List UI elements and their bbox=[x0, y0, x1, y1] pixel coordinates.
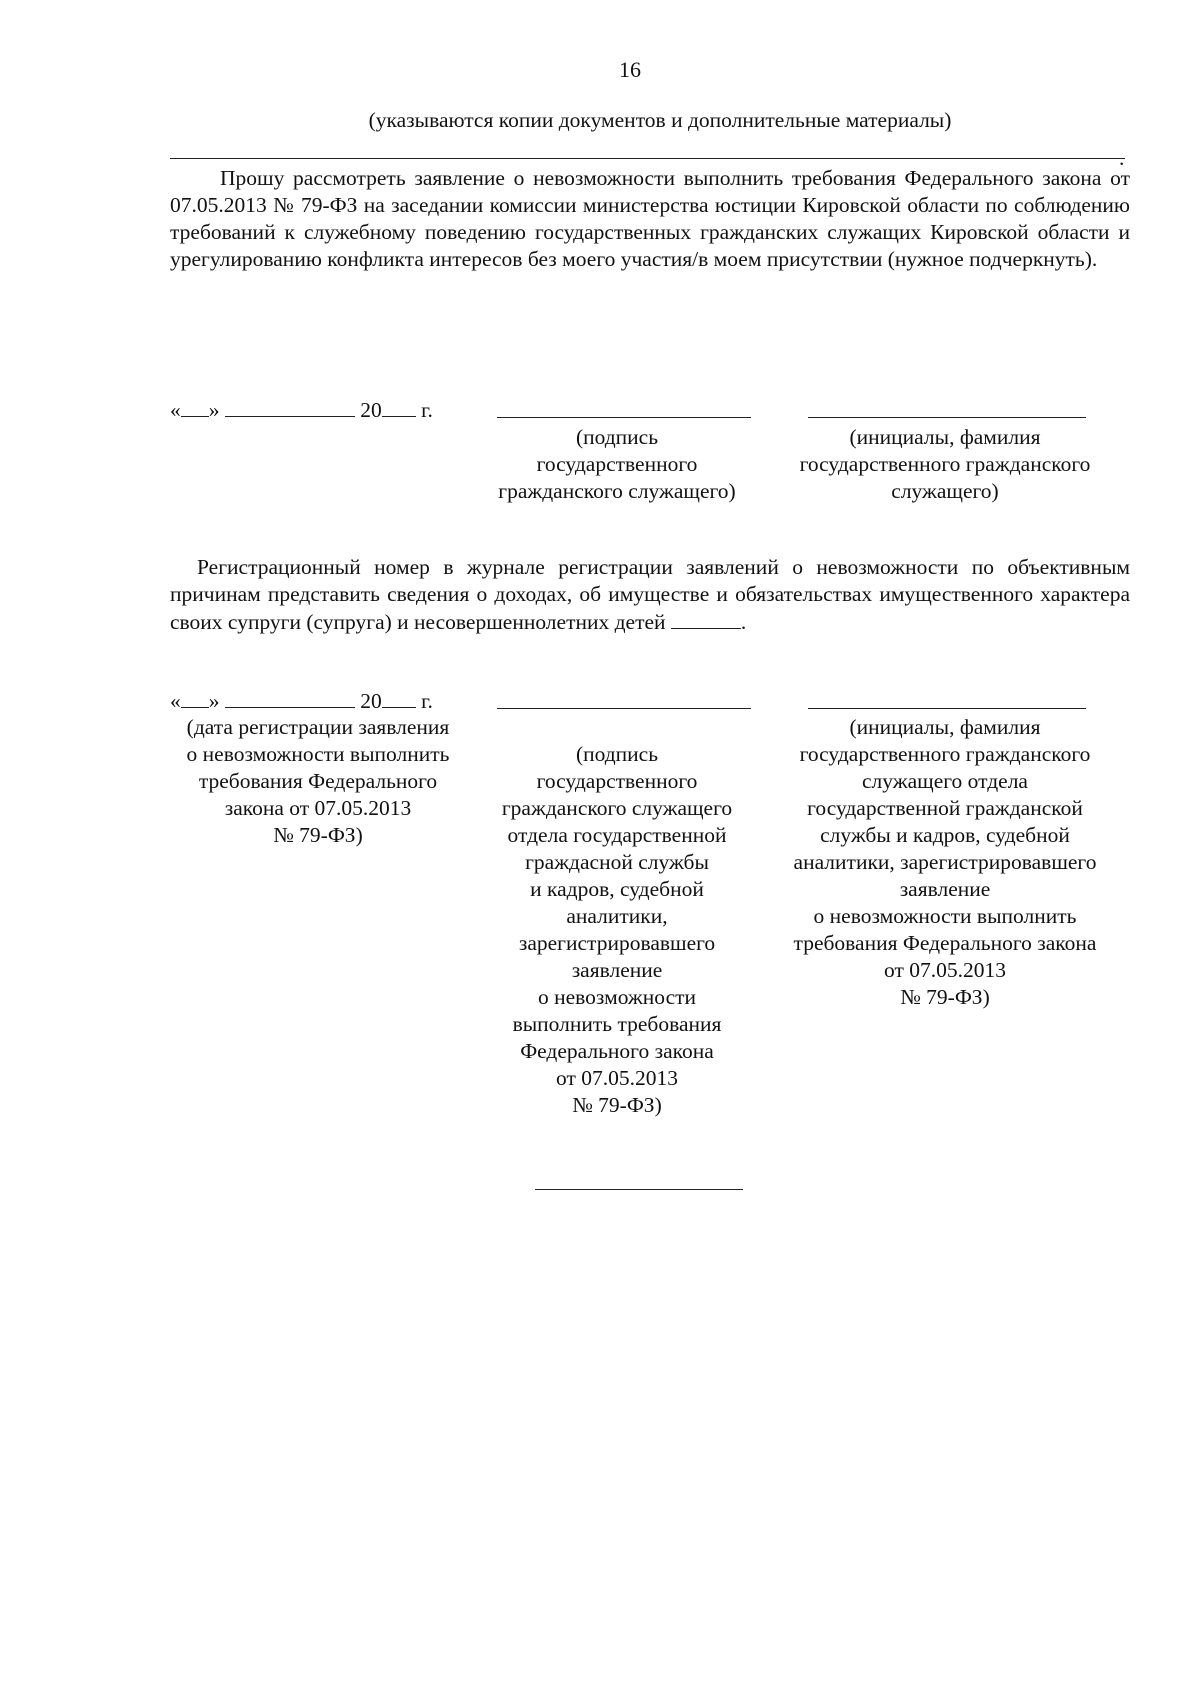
date-row-1 bbox=[170, 396, 433, 424]
name-caption-1: (инициалы, фамилия государственного гражданского служащего) bbox=[799, 425, 1091, 503]
day-blank bbox=[181, 687, 209, 708]
registration-date-caption: (дата регистрации заявления о невозможности выполнить требования Федерального закона от 07.05.2013 № 79-ФЗ) bbox=[186, 715, 450, 847]
date-row-2 bbox=[170, 687, 433, 715]
year-suffix: г. bbox=[421, 689, 433, 713]
name-line-1 bbox=[808, 417, 1086, 418]
year-blank bbox=[382, 687, 416, 708]
month-blank bbox=[225, 396, 355, 417]
year-prefix: 20 bbox=[360, 689, 382, 713]
attachments-blank-period: . bbox=[1119, 146, 1125, 170]
date-close-quote: » bbox=[208, 689, 220, 713]
day-blank bbox=[181, 396, 209, 417]
month-blank bbox=[225, 687, 355, 708]
request-paragraph bbox=[170, 165, 1130, 273]
year-suffix: г. bbox=[421, 398, 433, 422]
request-text: Прошу рассмотреть заявление о невозможности выполнить требования Федерального закона от 07.05.2013 № 79-ФЗ на заседании комиссии министерства юстиции Кировской области по соблюдению требований к служебному поведению государственных гражданских служащих Кировской области и урегулированию конфликта интересов без моего участия/в моем присутствии (нужное подчеркнуть). bbox=[170, 166, 1130, 271]
date-open-quote: « bbox=[170, 398, 181, 422]
attachments-blank-line bbox=[170, 158, 1125, 159]
registration-number-blank bbox=[671, 608, 741, 629]
signature-line-2 bbox=[497, 708, 751, 709]
signature-caption-1: (подпись государственного гражданского служащего) bbox=[498, 425, 736, 503]
name-line-2 bbox=[808, 708, 1086, 709]
name-caption-2: (инициалы, фамилия государственного гражданского служащего отдела государственной гражданской службы и кадров, судебной аналитики, зарегистрировавшего заявление о невозможности выполнить требования Федерального закона от 07.05.2013 № 79-ФЗ) bbox=[793, 715, 1097, 1009]
footer-separator-line bbox=[535, 1189, 743, 1190]
registration-paragraph bbox=[170, 554, 1130, 636]
date-open-quote: « bbox=[170, 689, 181, 713]
year-blank bbox=[382, 396, 416, 417]
year-prefix: 20 bbox=[360, 398, 382, 422]
page-number: 16 bbox=[619, 57, 641, 82]
signature-caption-2: (подпись государственного гражданского служащего отдела государственной граждасной службы и кадров, судебной аналитики, зарегистрировавшего заявление о невозможности выполнить требования Федерального закона от 07.05.2013 № 79-ФЗ) bbox=[501, 742, 733, 1117]
attachments-caption: (указываются копии документов и дополнительные материалы) bbox=[368, 108, 952, 132]
registration-end: . bbox=[740, 610, 747, 634]
signature-line-1 bbox=[497, 417, 751, 418]
registration-text: Регистрационный номер в журнале регистрации заявлений о невозможности по объективным причинам представить сведения о доходах, об имуществе и обязательствах имущественного характера своих супруги (супруга) и несовершеннолетних детей bbox=[170, 555, 1130, 634]
date-close-quote: » bbox=[208, 398, 220, 422]
